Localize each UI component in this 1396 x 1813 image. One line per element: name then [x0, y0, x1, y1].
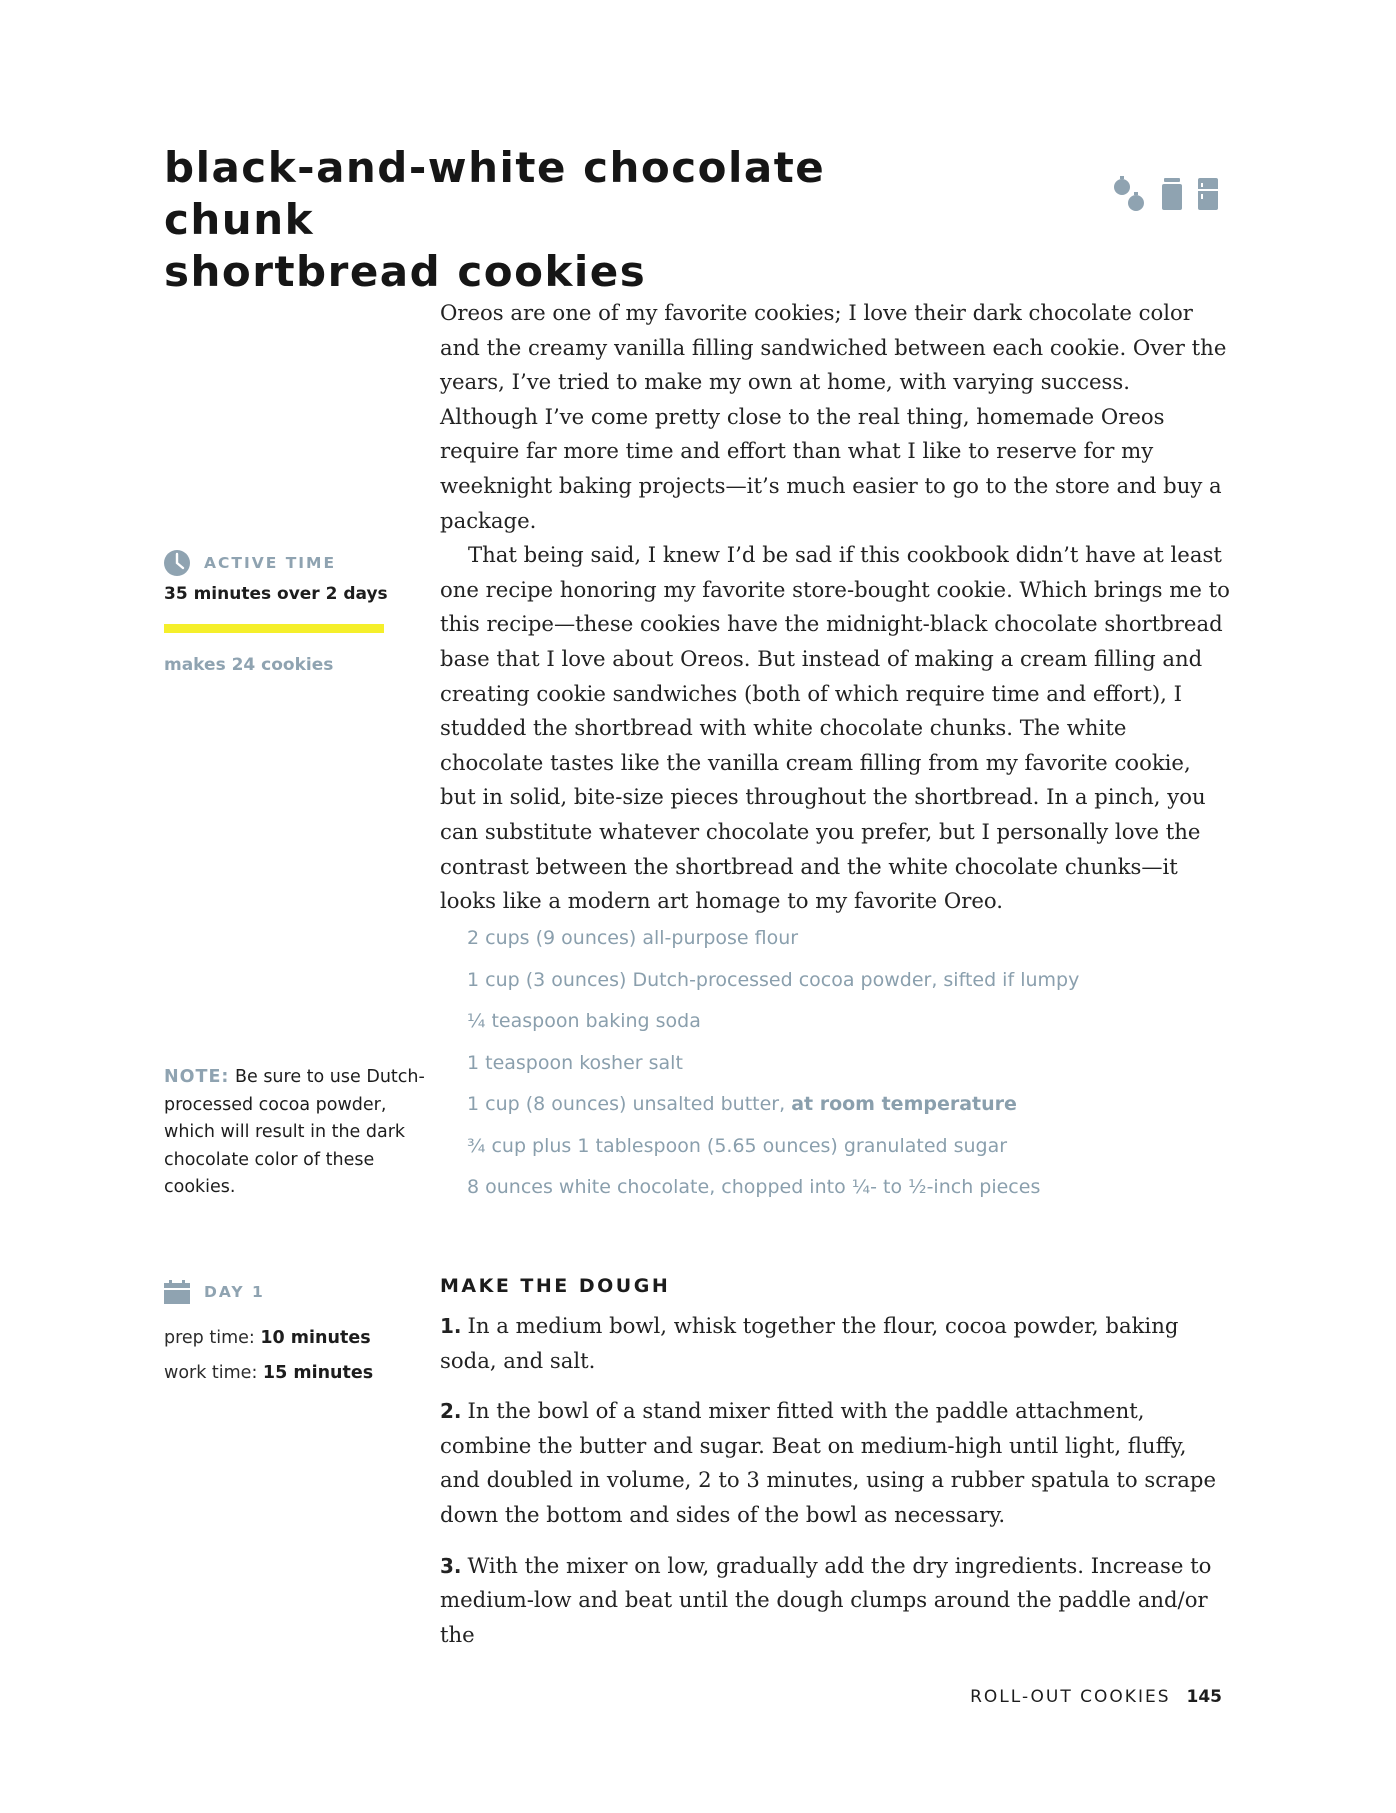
note-text: Be sure to use Dutch-processed cocoa powder, which will result in the dark chocolate color of these cookies. [164, 1067, 425, 1197]
clock-icon [164, 550, 190, 576]
active-time-block [164, 548, 424, 675]
active-time-value: 35 minutes over 2 days [164, 584, 388, 604]
ingredient-item: ¾ cup plus 1 tablespoon (5.65 ounces) granulated sugar [467, 1134, 1008, 1157]
method-step: 2. In the bowl of a stand mixer fitted with the paddle attachment, combine the butter and sugar. Beat on medium-high until light, fluffy, and doubled in volume, 2 to 3 minutes, using a rubber spatula to scrape down the bottom and sides of the bowl as necessary. [440, 1398, 1216, 1527]
ingredient-emphasis: at room temperature [791, 1093, 1017, 1115]
recipe-title-line-1: black-and-white chocolate chunk [164, 143, 826, 244]
ingredient-item: ¼ teaspoon baking soda [467, 1010, 701, 1032]
note-label: NOTE: [164, 1067, 230, 1087]
sidebar-note [164, 1064, 426, 1202]
stopwatch-icon [1114, 176, 1144, 211]
highlight-bar [164, 624, 384, 633]
method-section [440, 1271, 1230, 1668]
day-label: DAY 1 [204, 1283, 265, 1301]
recipe-title [164, 142, 984, 298]
recipe-yield: makes 24 cookies [164, 655, 334, 675]
ingredient-item: 2 cups (9 ounces) all-purpose flour [467, 927, 799, 949]
recipe-title-line-2: shortbread cookies [164, 247, 647, 296]
jar-icon [1162, 178, 1182, 210]
ingredient-item: 8 ounces white chocolate, chopped into ¼- to ½-inch pieces [467, 1176, 1041, 1198]
active-time-label: ACTIVE TIME [204, 554, 337, 572]
method-steps [440, 1309, 1230, 1652]
ingredient-item: 1 cup (8 ounces) unsalted butter, at room temperature [467, 1093, 1017, 1115]
intro-paragraph-1: Oreos are one of my favorite cookies; I love their dark chocolate color and the creamy vanilla filling sandwiched between each cookie. Over the years, I’ve tried to make my own at home, with varying success. Although I’ve come pretty close to the real thing, homemade Oreos require far more time and effort than what I like to reserve for my weeknight baking projects—it’s much easier to go to the store and buy a package. [440, 300, 1227, 533]
intro-paragraph-2: That being said, I knew I’d be sad if this cookbook didn’t have at least one recipe honoring my favorite store-bought cookie. Which brings me to this recipe—these cookies have the midnight-black chocolate shortbread base that I love about Oreos. But instead of making a cream filling and creating cookie sandwiches (both of which require time and effort), I studded the shortbread with white chocolate chunks. The white chocolate tastes like the vanilla cream filling from my favorite cookie, but in solid, bite-size pieces throughout the shortbread. In a pinch, you can substitute whatever chocolate you prefer, but I personally love the contrast between the shortbread and the white chocolate chunks—it looks like a modern art homage to my favorite Oreo. [440, 542, 1230, 914]
ingredient-item: 1 cup (3 ounces) Dutch-processed cocoa powder, sifted if lumpy [467, 968, 1080, 991]
method-heading: MAKE THE DOUGH [440, 1275, 671, 1297]
refrigerator-icon [1198, 178, 1218, 210]
method-step: 1. In a medium bowl, whisk together the flour, cocoa powder, baking soda, and salt. [440, 1313, 1179, 1373]
ingredient-item: 1 teaspoon kosher salt [467, 1051, 683, 1074]
recipe-icons [1112, 176, 1222, 216]
work-time: work time: 15 minutes [164, 1362, 374, 1383]
prep-time: prep time: 10 minutes [164, 1328, 371, 1348]
day-1-block [164, 1277, 424, 1390]
recipe-intro [440, 296, 1230, 919]
ingredient-list [467, 918, 1227, 1209]
page-number: 145 [1186, 1687, 1222, 1707]
method-step: 3. With the mixer on low, gradually add the dry ingredients. Increase to medium-low and beat until the dough clumps around the paddle and/or the [440, 1552, 1212, 1647]
section-name: ROLL-OUT COOKIES [970, 1687, 1171, 1707]
page-footer [960, 1687, 1222, 1707]
calendar-icon [164, 1280, 190, 1304]
